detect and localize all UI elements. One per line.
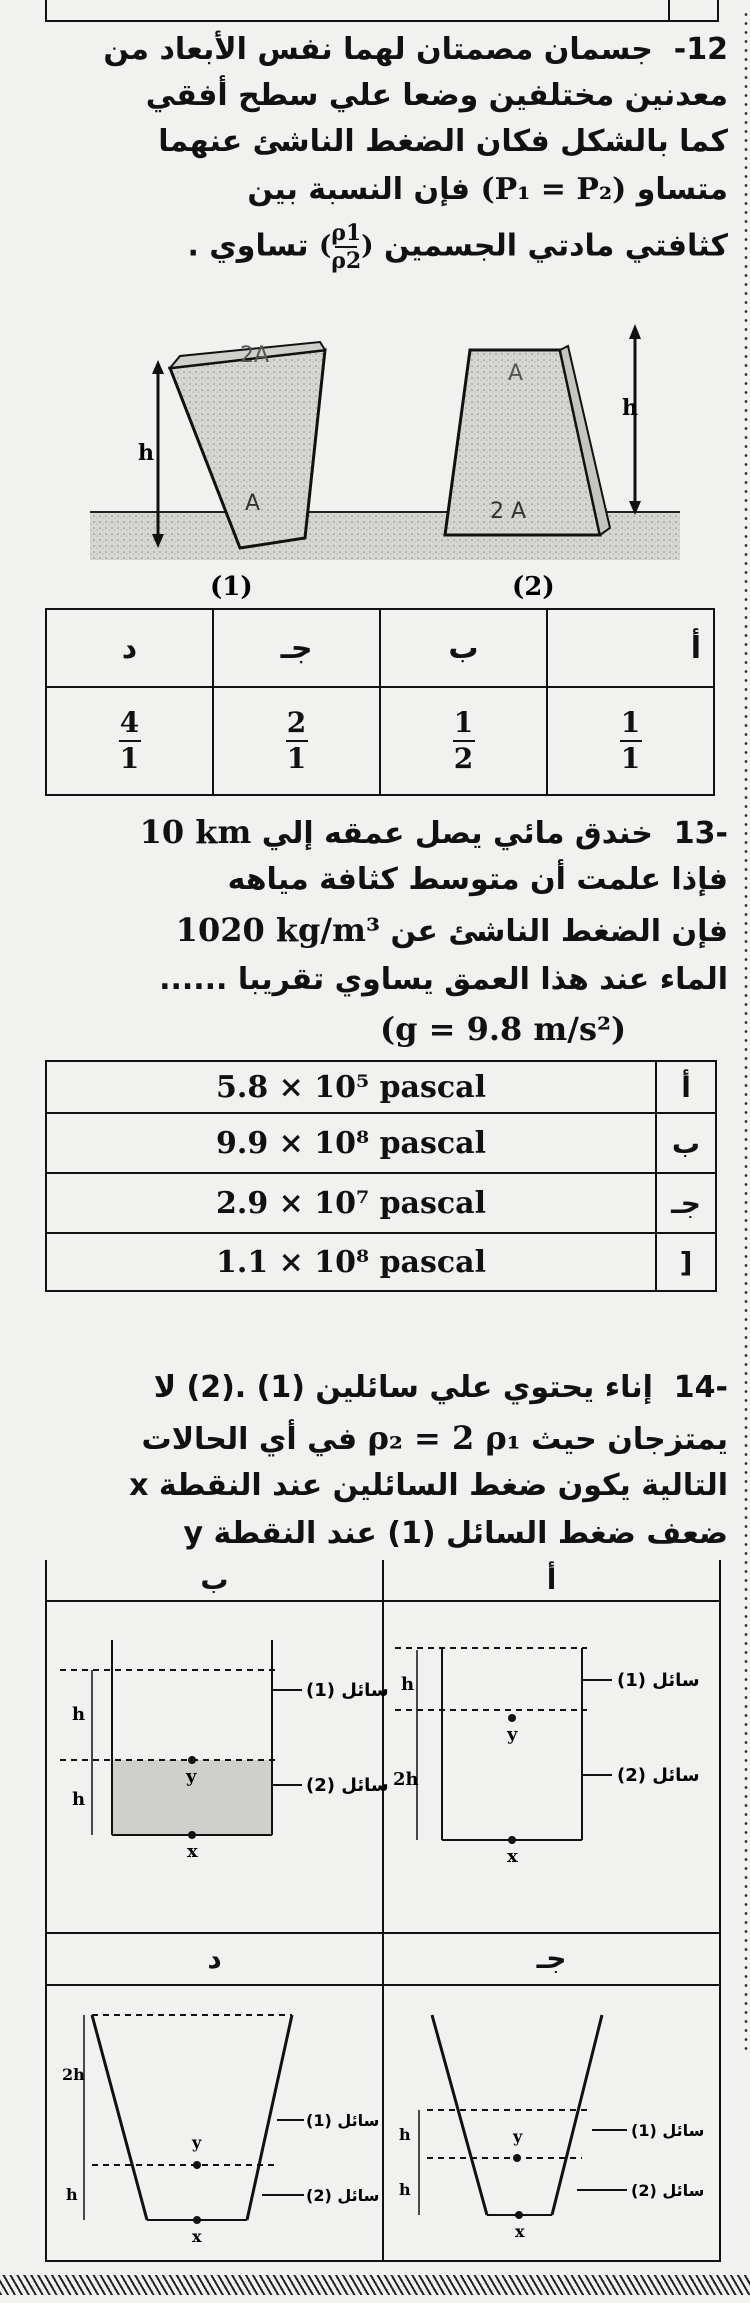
frac-den: 1 [286,742,307,775]
q12-text-4a: متساو [636,172,728,207]
q12-equation: (P₁ = P₂) [480,172,627,207]
q13-text-1: خندق مائي يصل عمقه إلي [261,816,653,851]
q13-option-b-value[interactable]: 9.9 × 10⁸ pascal [46,1113,656,1173]
liquid1-label: سائل (1) [617,1670,700,1691]
q13-density: 1020 kg/m³ [175,911,380,949]
frac-num: 1 [620,706,641,739]
q13-number: -13 [673,816,728,851]
q14-option-grid [45,1560,721,2262]
top-table-remnant-divider [668,0,670,20]
top-table-remnant [45,0,719,22]
q14-number: -14 [673,1370,728,1405]
q13-option-row[interactable] [46,1233,716,1291]
q13-gravity: (g = 9.8 m/s²) [380,1010,627,1048]
point-x [188,1831,196,1839]
q12-option-b-letter[interactable]: ب [380,609,547,687]
y-label: y [192,2133,202,2152]
h-label: h [399,2125,411,2144]
q12-option-d-value[interactable] [46,687,213,795]
q14-text-2a: يمتزجان حيث [531,1422,728,1457]
frac-den: 1 [620,742,641,775]
h-label: h [72,1704,86,1725]
q14-option-a-letter[interactable]: أ [546,1563,557,1596]
q12-text-5b: تساوي . [187,228,309,264]
q14-line-3: التالية يكون ضغط السائلين عند النقطة x [129,1468,728,1503]
bottom-hatch-border [0,2275,750,2295]
h-label: h [399,2180,411,2199]
x-label: x [507,1846,518,1867]
q14-option-b-diagram[interactable] [52,1610,389,1920]
q12-line-4 [30,170,728,210]
q12-text-5a: كثافتي مادتي الجسمين [384,228,728,264]
q14-option-d-diagram[interactable] [52,1990,380,2255]
h-label-2: h [622,395,638,421]
liquid1-label: سائل (1) [306,2111,380,2130]
point-y [188,1756,196,1764]
point-y [193,2161,201,2169]
liquid2-label: سائل (2) [617,1765,700,1786]
q13-option-d-value[interactable]: 1.1 × 10⁸ pascal [46,1233,656,1291]
q12-line-1 [30,30,728,70]
y-label: y [513,2127,523,2146]
page-edge-dots [744,10,748,2050]
q13-line-3 [30,910,728,952]
point-y [508,1714,516,1722]
q13-option-row[interactable] [46,1173,716,1233]
x-label: x [187,1841,198,1862]
frac-den: 1 [119,742,140,775]
q13-option-a-letter[interactable]: أ [656,1061,716,1113]
y-label: y [186,1766,197,1787]
point-y [513,2154,521,2162]
q12-number: 12- [673,32,728,67]
q13-depth: 10 km [139,813,252,851]
h-label: h [66,2185,78,2204]
frac-den: 2 [453,742,474,775]
q14-option-a-diagram[interactable] [387,1610,717,1920]
h-label: h [72,1789,86,1810]
q12-line-5 [30,222,728,292]
q12-option-d-letter[interactable]: د [46,609,213,687]
q13-option-b-letter[interactable]: ب [656,1113,716,1173]
q13-options-table [45,1060,717,1292]
q13-line-4: الماء عند هذا العمق يساوي تقريبا ...... [159,962,728,997]
liquid1-label: سائل (1) [306,1680,389,1701]
liquid2-label: سائل (2) [306,1775,389,1796]
q13-gravity-line [380,1010,626,1048]
body2-top-label: A [508,361,524,386]
point-x [508,1836,516,1844]
q13-line-1 [30,812,728,854]
q12-ratio-num: ρ1 [331,220,362,246]
q12-option-a-value[interactable] [547,687,714,795]
x-label: x [192,2227,202,2246]
q14-line-4: ضعف ضغط السائل (1) عند النقطة y [183,1516,728,1551]
q12-line-3: كما بالشكل فكان الضغط الناشئ عنهما [158,124,728,159]
point-x [515,2211,523,2219]
two-h-label: 2h [62,2065,85,2084]
q12-ratio-den: ρ2 [331,248,362,274]
q13-option-row[interactable] [46,1061,716,1113]
q12-ratio: ( $\frac{\rho 1}{\rho 2}$ ) [318,220,374,274]
q12-figure [80,310,690,600]
q12-text-4b: فإن النسبة بين [247,172,471,207]
q14-relation: ρ₂ = 2 ρ₁ [367,1419,521,1457]
q14-line-2 [30,1418,728,1460]
h-label: h [401,1674,415,1695]
q12-line-2: معدنين مختلفين وضعا علي سطح أفقي [145,78,728,113]
q12-text-1: جسمان مصمتان لهما نفس الأبعاد من [103,32,653,67]
q13-text-3: فإن الضغط الناشئ عن [390,914,728,949]
q14-option-c-diagram[interactable] [387,1990,717,2255]
q12-option-a-letter[interactable]: أ [547,609,714,687]
two-h-label: 2h [393,1769,419,1790]
frac-num: 4 [119,706,140,739]
q12-option-b-value[interactable] [380,687,547,795]
q13-option-c-letter[interactable]: جـ [656,1173,716,1233]
q13-option-row[interactable] [46,1113,716,1173]
q13-line-2: فإذا علمت أن متوسط كثافة مياهه [227,862,728,897]
y-label: y [507,1724,518,1745]
q14-text-2b: في أي الحالات [141,1422,358,1457]
q13-option-a-value[interactable]: 5.8 × 10⁵ pascal [46,1061,656,1113]
x-label: x [515,2222,525,2241]
frac-num: 1 [453,706,474,739]
figure-label-2: (2) [512,572,555,602]
q14-option-b-letter[interactable]: ب [200,1563,229,1596]
figure-label-1: (1) [210,572,253,602]
q12-answer-table [45,608,715,796]
point-x [193,2216,201,2224]
liquid1-label: سائل (1) [631,2121,705,2140]
liquid2-label: سائل (2) [631,2181,705,2200]
frac-num: 2 [286,706,307,739]
body2-bottom-label: 2 A [490,499,527,524]
body1-top-label: 2A [240,343,270,368]
q14-line-1 [30,1368,728,1408]
q14-option-d-letter[interactable]: د [207,1942,222,1975]
q13-option-c-value[interactable]: 2.9 × 10⁷ pascal [46,1173,656,1233]
body1-bottom-label: A [245,491,261,516]
q12-option-c-letter[interactable]: جـ [213,609,380,687]
q14-option-c-letter[interactable]: جـ [536,1942,567,1975]
liquid2-label: سائل (2) [306,2186,380,2205]
h-label-1: h [138,440,154,466]
q13-option-d-letter[interactable]: ] [656,1233,716,1291]
q14-text-1: إناء يحتوي علي سائلين (1) .(2) لا [153,1370,653,1405]
q12-option-c-value[interactable] [213,687,380,795]
